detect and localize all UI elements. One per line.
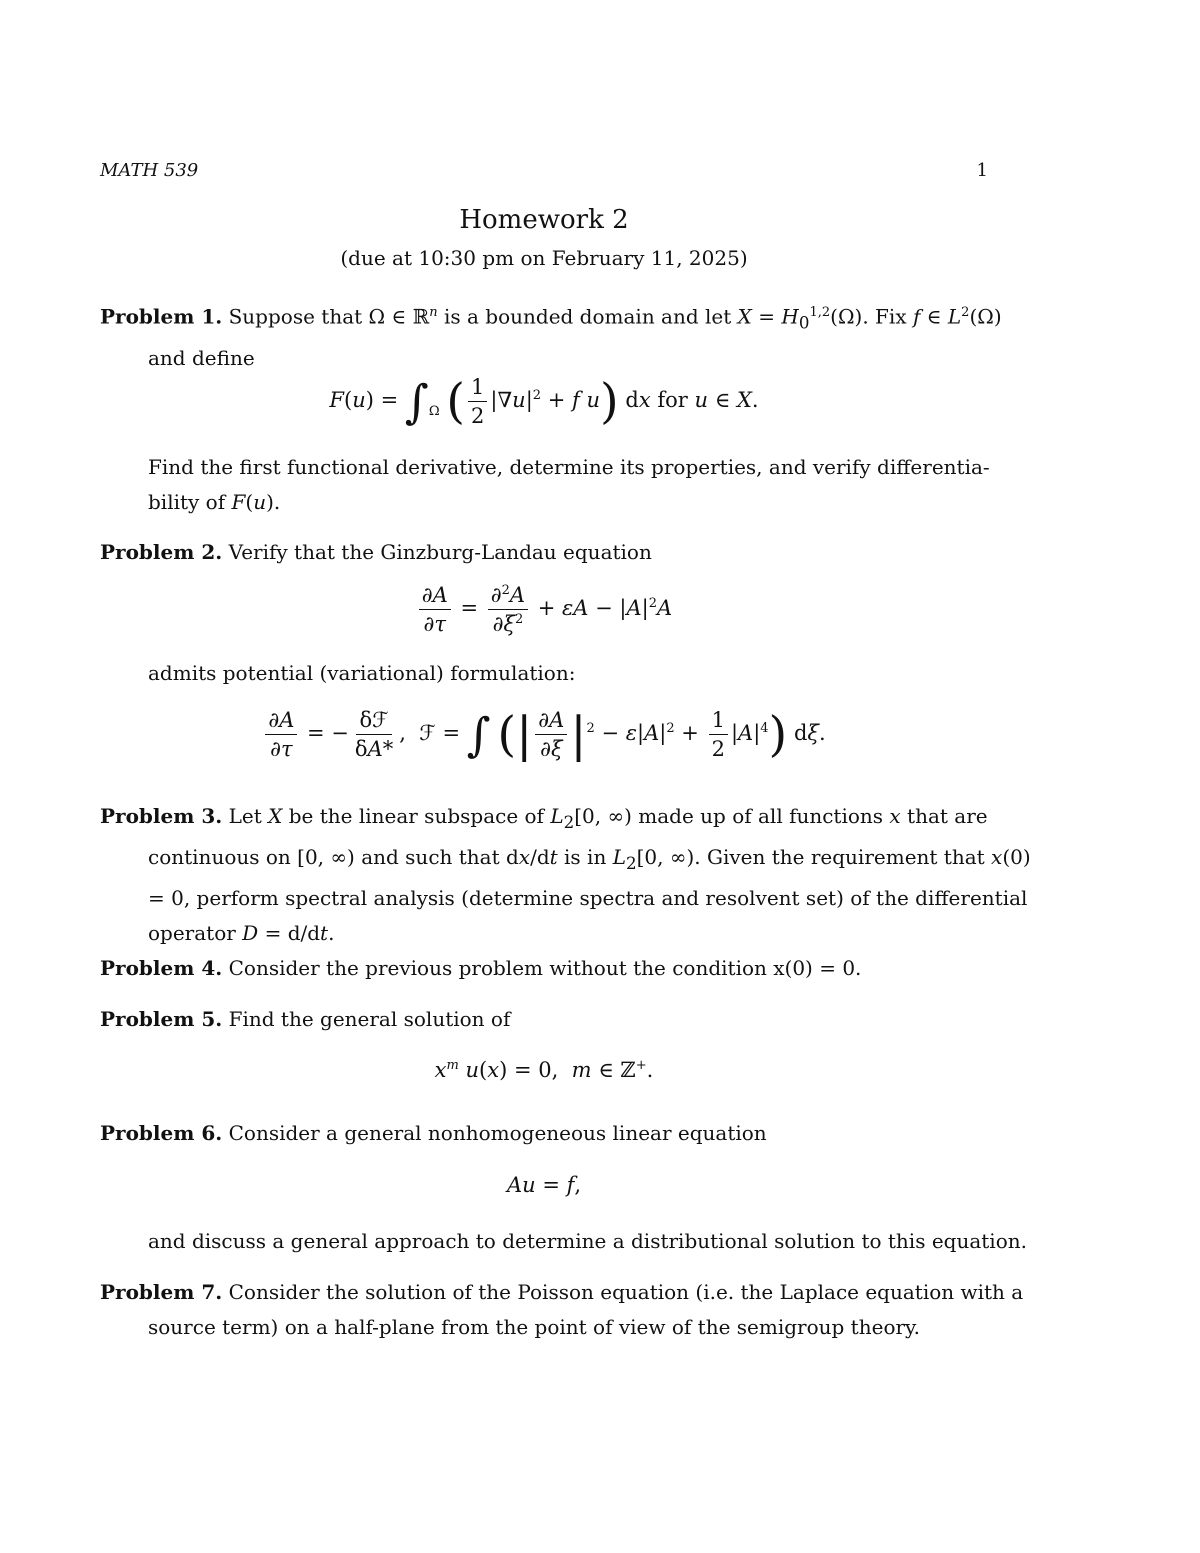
problem-7 bbox=[100, 1275, 1036, 1345]
problem-4-label: Problem 4. bbox=[100, 956, 223, 980]
problem-7-label: Problem 7. bbox=[100, 1280, 223, 1304]
problem-6 bbox=[100, 1116, 988, 1151]
problem-2-text: Verify that the Ginzburg-Landau equation bbox=[228, 540, 652, 564]
problem-3: Problem 3. Let X be the linear subspace of $L_2[0$, ∞) made up of all functions x that are continuous on [0, ∞) and such that dx/dt is in $L_2[0$, ∞). Given the requirement that x(0) = 0, perform spectral analysis (determine spectra and resolvent set) of the differential operator D = d/dt. bbox=[100, 804, 1031, 945]
problem-2-text2: admits potential (variational) formulation: bbox=[148, 661, 576, 685]
problem-2 bbox=[100, 535, 988, 570]
equation-1: $F(u) = \int_\Omega$ ( $\frac{1}{2}$ $|\nabla u|^2 + f$ u) dx for u ∈ X. bbox=[329, 373, 759, 430]
equation-5: Au = f, bbox=[506, 1173, 582, 1197]
page-number: 1 bbox=[976, 160, 988, 181]
problem-4-text: Consider the previous problem without the condition x(0) = 0. bbox=[228, 956, 862, 980]
equation-2: $\frac{\partial A}{\partial\tau}$ = $\frac{\partial^2A}{\partial\xi^2}$ + $\varepsilon A - |A|^2A$ bbox=[0, 583, 1088, 636]
problem-6-text2: and discuss a general approach to determine a distributional solution to this equation. bbox=[148, 1229, 1027, 1253]
problem-1-label: Problem 1. bbox=[100, 304, 223, 329]
equation-3: $\frac{\partial A}{\partial\tau}$ = − $\frac{\text{δℱ}}{\delta A*}$ , ℱ = ∫ (| $\frac{\partial A}{\partial\xi}$ $|^2 - \varepsilon|A|^2$ + $\frac{1}{2}$ $|A|^4$) dξ. bbox=[0, 708, 1088, 761]
problem-5-text: Find the general solution of bbox=[228, 1007, 511, 1031]
page-title: Homework 2 bbox=[459, 205, 629, 235]
problem-5-label: Problem 5. bbox=[100, 1007, 223, 1031]
problem-1: Problem 1. Suppose that Ω ∈ ℝ$^n$ is a bounded domain and let $X = H_0^{1,2}(\Omega)$. Fix f ∈ $L^2(\Omega)$ and define bbox=[100, 304, 1002, 370]
problem-7-text: Consider the solution of the Poisson equation (i.e. the Laplace equation with a source term) on a half-plane from the point of view of the semigroup theory. bbox=[148, 1280, 1024, 1339]
problem-4 bbox=[100, 951, 988, 986]
problem-2-label: Problem 2. bbox=[100, 540, 223, 564]
problem-6-text: Consider a general nonhomogeneous linear equation bbox=[228, 1121, 767, 1145]
problem-1-task: Find the first functional derivative, determine its properties, and verify differentia- bility of F(u). bbox=[148, 455, 990, 514]
course-header: MATH 539 bbox=[100, 160, 199, 181]
problem-5 bbox=[100, 1002, 988, 1037]
equation-4: $x^m$ u(x) = 0, m ∈ ℤ+. bbox=[434, 1058, 654, 1082]
due-date: (due at 10:30 pm on February 11, 2025) bbox=[340, 246, 748, 270]
problem-6-label: Problem 6. bbox=[100, 1121, 223, 1145]
problem-3-label: Problem 3. bbox=[100, 804, 223, 828]
